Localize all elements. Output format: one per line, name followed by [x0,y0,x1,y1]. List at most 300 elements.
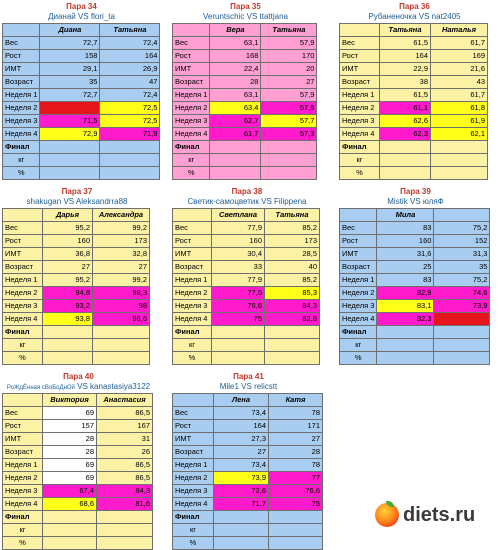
value-cell-participant-1: 61,1 [380,102,431,115]
value-cell-participant-2: 173 [93,235,150,248]
row-label: кг [173,524,214,537]
player-1-nick: Дианай [48,12,76,21]
table-row [3,261,150,274]
table-row [173,63,317,76]
value-cell-participant-2: 77 [269,472,323,485]
value-cell-participant-2: 82,8 [265,313,320,326]
row-label: Неделя 2 [340,287,377,300]
table-row [173,326,320,339]
corner-cell [3,24,40,37]
value-cell-participant-2: 26 [97,446,153,459]
value-cell-participant-2: 27 [93,261,150,274]
names-row [340,209,490,222]
table-row [173,115,317,128]
value-cell-participant-1 [40,102,100,115]
value-cell-participant-1: 72,9 [40,128,100,141]
row-label: Вес [173,222,212,235]
value-cell-participant-2: 27 [261,76,317,89]
table-row [340,261,490,274]
row-label: ИМТ [173,433,214,446]
player-1-nick: РоЖдЁнная сВоБоДнОй [6,385,75,391]
row-label: Вес [173,407,214,420]
row-label: кг [173,154,210,167]
value-cell-participant-1: 160 [212,235,265,248]
table-row [3,485,153,498]
table-row [173,433,323,446]
value-cell-participant-2 [265,339,320,352]
value-cell-participant-1: 61,5 [380,89,431,102]
table-row [173,37,317,50]
value-cell-participant-1: 62,6 [380,115,431,128]
names-row [173,24,317,37]
value-cell-participant-1: 164 [380,50,431,63]
value-cell-participant-1: 94,8 [43,287,93,300]
corner-cell [173,24,210,37]
value-cell-participant-2: 73,9 [434,300,490,313]
value-cell-participant-1: 28 [210,76,261,89]
value-cell-participant-1: 76,6 [212,300,265,313]
row-label: кг [340,154,380,167]
row-label: Вес [3,407,43,420]
table-row [340,235,490,248]
row-label: Неделя 3 [173,485,214,498]
table-row [340,287,490,300]
value-cell-participant-1: 35 [40,76,100,89]
value-cell-participant-1: 36,8 [43,248,93,261]
value-cell-participant-2: 61,7 [431,89,488,102]
row-label: Неделя 2 [173,102,210,115]
row-label: Финал [173,326,212,339]
vs-label: VS [241,382,252,391]
names-row [173,209,320,222]
value-cell-participant-1: 63,1 [210,37,261,50]
row-label: Рост [340,235,377,248]
row-label: Неделя 2 [340,102,380,115]
value-cell-participant-1: 29,1 [40,63,100,76]
value-cell-participant-1: 160 [377,235,434,248]
value-cell-participant-2 [434,339,490,352]
player-2-nick: flori_ta [90,12,115,21]
participant-name: Мила [377,209,434,222]
table-row [173,420,323,433]
value-cell-participant-1: 62,3 [380,128,431,141]
table-row [340,102,488,115]
row-label: Неделя 2 [3,287,43,300]
row-label: Финал [340,141,380,154]
value-cell-participant-1: 168 [210,50,261,63]
row-label: Рост [3,235,43,248]
value-cell-participant-1: 63,4 [210,102,261,115]
table-row [173,498,323,511]
value-cell-participant-2: 75,2 [434,222,490,235]
table-row [173,102,317,115]
value-cell-participant-2: 43 [431,76,488,89]
table-row [3,37,160,50]
value-cell-participant-1: 61,5 [380,37,431,50]
table-row [173,485,323,498]
table-row [173,472,323,485]
participant-name: Татьяна [261,24,317,37]
player-1-nick: Рубаненочка [368,12,417,21]
participant-name: Светлана [212,209,265,222]
value-cell-participant-2 [261,141,317,154]
row-label: ИМТ [3,433,43,446]
row-label: Неделя 3 [340,300,377,313]
value-cell-participant-2: 75,2 [434,274,490,287]
value-cell-participant-2 [431,167,488,180]
row-label: Возраст [173,76,210,89]
row-label: Неделя 2 [173,287,212,300]
table-row [3,235,150,248]
row-label: Неделя 4 [3,128,40,141]
table-row [340,50,488,63]
participant-name: Виктория [43,394,97,407]
table-row [3,89,160,102]
participant-name [434,209,490,222]
value-cell-participant-2: 81,6 [97,498,153,511]
player-2-nick: Filippena [274,197,307,206]
value-cell-participant-2 [265,352,320,365]
player-1-nick: shakugan [26,197,62,206]
table-row [173,274,320,287]
value-cell-participant-1: 72,7 [40,37,100,50]
table-row [340,222,490,235]
value-cell-participant-2: 74,6 [434,287,490,300]
table-row [3,498,153,511]
row-label: Неделя 4 [3,498,43,511]
pair-title: Пара 39 [400,187,431,196]
row-label: Финал [3,511,43,524]
value-cell-participant-2: 31 [97,433,153,446]
value-cell-participant-2: 85,2 [265,274,320,287]
value-cell-participant-1 [214,524,269,537]
vs-label: VS [246,12,258,21]
pair-players [2,382,155,393]
table-row [3,407,153,420]
table-row [173,339,320,352]
row-label: Неделя 1 [3,274,43,287]
table-row [340,89,488,102]
player-2-nick: юляФ [422,197,444,206]
pair-players [2,12,161,22]
participant-name: Татьяна [265,209,320,222]
row-label: Рост [3,50,40,63]
value-cell-participant-2: 72,4 [100,89,160,102]
value-cell-participant-2: 31,3 [434,248,490,261]
value-cell-participant-2: 167 [97,420,153,433]
table-row [173,235,320,248]
row-label: % [173,537,214,550]
table-row [173,524,323,537]
value-cell-participant-1: 69 [43,407,97,420]
value-cell-participant-1 [212,339,265,352]
corner-cell [173,209,212,222]
table-row [173,407,323,420]
value-cell-participant-2: 96,6 [93,313,150,326]
value-cell-participant-2: 57,5 [261,102,317,115]
participant-name: Вера [210,24,261,37]
table-row [3,222,150,235]
value-cell-participant-1: 73,4 [214,407,269,420]
value-cell-participant-1: 73,9 [214,472,269,485]
vs-label: VS [418,12,430,21]
row-label: Финал [340,326,377,339]
value-cell-participant-2: 85,3 [265,287,320,300]
row-label: Вес [3,37,40,50]
table-row [340,352,490,365]
diets-logo[interactable] [375,501,495,531]
value-cell-participant-1: 82,9 [377,287,434,300]
table-row [3,472,153,485]
value-cell-participant-2: 47 [100,76,160,89]
value-cell-participant-1 [43,352,93,365]
vs-label: VS [77,382,88,391]
table-row [3,300,150,313]
value-cell-participant-2: 173 [265,235,320,248]
row-label: Возраст [340,76,380,89]
value-cell-participant-2 [265,326,320,339]
row-label: Рост [3,420,43,433]
value-cell-participant-1: 160 [43,235,93,248]
pair-title: Пара 37 [61,187,93,196]
table-row [3,167,160,180]
table-row [340,154,488,167]
value-cell-participant-2: 171 [269,420,323,433]
row-label: % [3,167,40,180]
table-row [3,287,150,300]
value-cell-participant-1 [43,511,97,524]
table-row [173,50,317,63]
row-label: кг [173,339,212,352]
pair-players [172,197,322,207]
value-cell-participant-1 [214,511,269,524]
table-row [173,446,323,459]
row-label: Вес [340,37,380,50]
value-cell-participant-1: 72,7 [40,89,100,102]
table-row [173,141,317,154]
row-label: Рост [173,420,214,433]
value-cell-participant-1: 72,6 [214,485,269,498]
value-cell-participant-2 [261,167,317,180]
row-label: Неделя 1 [3,89,40,102]
value-cell-participant-1 [43,524,97,537]
value-cell-participant-1: 75 [212,313,265,326]
row-label: Неделя 4 [173,498,214,511]
row-label: Неделя 2 [173,472,214,485]
value-cell-participant-1 [380,167,431,180]
vs-label: VS [261,197,272,206]
value-cell-participant-2: 86,5 [97,472,153,485]
table-row [173,287,320,300]
names-row [3,209,150,222]
value-cell-participant-1: 73,4 [214,459,269,472]
pair-title: Пара 35 [230,2,261,11]
participant-name: Дарья [43,209,93,222]
player-2-nick: Aleksandrra88 [75,197,128,206]
participant-name: Лена [214,394,269,407]
value-cell-participant-1: 77,9 [212,222,265,235]
corner-cell [3,394,43,407]
value-cell-participant-1: 69 [43,459,97,472]
value-cell-participant-2 [97,537,153,550]
player-2-nick: nat2405 [431,12,461,21]
row-label: Неделя 3 [173,300,212,313]
row-label: % [173,352,212,365]
participant-name: Наталья [431,24,488,37]
value-cell-participant-2: 57,9 [261,89,317,102]
table-row [340,248,490,261]
value-cell-participant-2: 76,6 [269,485,323,498]
value-cell-participant-2: 61,7 [431,37,488,50]
table-row [3,154,160,167]
value-cell-participant-2: 98 [93,300,150,313]
row-label: % [3,352,43,365]
row-label: % [340,352,377,365]
table-row [3,524,153,537]
value-cell-participant-1 [212,352,265,365]
value-cell-participant-2: 57,9 [261,37,317,50]
row-label: Финал [3,141,40,154]
row-label: ИМТ [3,63,40,76]
value-cell-participant-2: 78 [269,459,323,472]
participant-name: Катя [269,394,323,407]
value-cell-participant-1: 164 [214,420,269,433]
table-row [173,248,320,261]
value-cell-participant-2 [93,326,150,339]
table-row [3,459,153,472]
table-row [340,76,488,89]
row-label: Неделя 3 [3,115,40,128]
value-cell-participant-1: 95,2 [43,222,93,235]
value-cell-participant-1 [377,326,434,339]
value-cell-participant-2: 40 [265,261,320,274]
row-label: Неделя 1 [173,459,214,472]
row-label: Неделя 4 [340,128,380,141]
row-label: Неделя 1 [340,89,380,102]
table-row [3,433,153,446]
table-row [3,352,150,365]
value-cell-participant-2: 84,3 [265,300,320,313]
row-label: Рост [340,50,380,63]
row-label: Неделя 3 [3,300,43,313]
row-label: Финал [3,326,43,339]
table-row [340,313,490,326]
table-row [3,102,160,115]
value-cell-participant-1: 82,3 [377,313,434,326]
pair-title: Пара 38 [231,187,263,196]
pair-players [172,12,319,22]
table-row [3,446,153,459]
row-label: Неделя 1 [340,274,377,287]
row-label: Вес [3,222,43,235]
table-row [340,115,488,128]
table-row [3,313,150,326]
table-row [3,76,160,89]
row-label: ИМТ [173,63,210,76]
pair-title: Пара 34 [66,2,97,11]
value-cell-participant-2 [261,154,317,167]
value-cell-participant-2: 152 [434,235,490,248]
player-1-nick: Veruntschic [203,12,245,21]
row-label: Вес [173,37,210,50]
value-cell-participant-2 [269,537,323,550]
value-cell-participant-1 [210,167,261,180]
corner-cell [3,209,43,222]
row-label: кг [3,154,40,167]
value-cell-participant-1: 27 [214,446,269,459]
value-cell-participant-1 [210,154,261,167]
stats-table [2,393,153,550]
row-label: Неделя 3 [340,115,380,128]
value-cell-participant-1 [214,537,269,550]
pair-players [2,197,152,207]
value-cell-participant-1: 27 [43,261,93,274]
table-row [340,326,490,339]
value-cell-participant-2: 169 [431,50,488,63]
stats-table [2,23,160,180]
value-cell-participant-2: 86,5 [97,407,153,420]
stats-table [172,393,323,550]
value-cell-participant-2 [434,313,490,326]
table-row [173,128,317,141]
value-cell-participant-1: 158 [40,50,100,63]
row-label: Финал [173,511,214,524]
player-1-nick: Mistik [387,197,408,206]
value-cell-participant-2 [431,141,488,154]
stats-table [339,208,490,365]
value-cell-participant-2: 85,2 [265,222,320,235]
value-cell-participant-1 [43,326,93,339]
value-cell-participant-1: 77,9 [212,274,265,287]
value-cell-participant-1: 28 [43,433,97,446]
value-cell-participant-1: 27,3 [214,433,269,446]
row-label: Возраст [173,446,214,459]
value-cell-participant-2: 86,5 [97,459,153,472]
value-cell-participant-1: 67,4 [43,485,97,498]
value-cell-participant-2 [97,524,153,537]
value-cell-participant-1 [40,141,100,154]
pair-players [339,197,492,207]
value-cell-participant-1 [43,339,93,352]
value-cell-participant-1: 157 [43,420,97,433]
stats-table [339,23,488,180]
table-row [173,537,323,550]
logo-text: diets.ru [403,504,476,526]
table-row [173,76,317,89]
row-label: Неделя 4 [340,313,377,326]
value-cell-participant-1 [40,154,100,167]
names-row [173,394,323,407]
value-cell-participant-2: 27 [269,433,323,446]
row-label: Финал [173,141,210,154]
corner-cell [340,24,380,37]
row-label: Неделя 4 [173,128,210,141]
value-cell-participant-2 [93,352,150,365]
value-cell-participant-1: 38 [380,76,431,89]
table-row [3,420,153,433]
table-row [3,128,160,141]
row-label: Рост [173,50,210,63]
value-cell-participant-2: 57,3 [261,128,317,141]
table-row [340,339,490,352]
value-cell-participant-2: 61,9 [431,115,488,128]
value-cell-participant-2: 21,6 [431,63,488,76]
table-row [173,300,320,313]
row-label: ИМТ [3,248,43,261]
row-label: ИМТ [173,248,212,261]
pair-title: Пара 36 [399,2,430,11]
row-label: Неделя 4 [3,313,43,326]
